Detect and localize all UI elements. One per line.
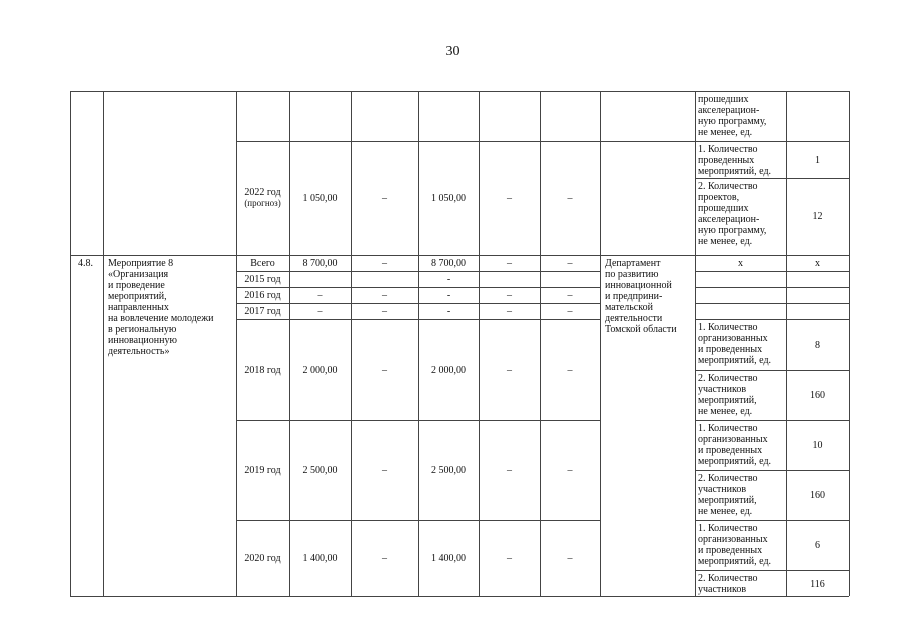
table-rule — [418, 91, 419, 596]
local-cell: – — [507, 258, 512, 269]
table-rule — [600, 91, 601, 596]
year-cell: Всего — [250, 258, 275, 269]
indicator-text: 1. Количество организованных и проведенных мероприятий, ед. — [698, 322, 772, 366]
indicator-value: 10 — [812, 440, 823, 451]
table-rule — [695, 570, 849, 571]
extrabudget-cell: – — [567, 290, 573, 301]
table-rule — [103, 91, 104, 596]
event-title: Мероприятие 8 «Организация и проведение мероприятий, направленных на вовлечение молодежи в региональную инновационную деятельность» — [108, 258, 214, 357]
table-rule — [695, 178, 849, 179]
federal-cell: – — [382, 258, 387, 269]
table-rule — [70, 255, 849, 256]
table-rule — [479, 91, 480, 596]
local-cell: – — [507, 306, 512, 317]
table-rule — [695, 91, 696, 596]
year-cell: 2018 год — [244, 365, 281, 376]
regional-cell: - — [446, 306, 451, 317]
local-cell: – — [507, 290, 512, 301]
total-cell: – — [317, 306, 323, 317]
extrabudget-cell: – — [567, 365, 573, 376]
extrabudget-cell: – — [567, 193, 573, 204]
table-rule — [695, 420, 849, 421]
local-cell: – — [507, 553, 512, 564]
indicator-text: 2. Количество проектов, прошедших акселерацион- ную программу, не менее, ед. — [698, 181, 767, 247]
table-rule — [695, 271, 849, 272]
indicator-value: 160 — [810, 390, 825, 401]
indicator-text: х — [738, 258, 743, 269]
federal-cell: – — [382, 553, 387, 564]
extrabudget-cell: – — [567, 306, 573, 317]
total-cell: 1 400,00 — [302, 553, 338, 564]
extrabudget-cell: – — [567, 465, 573, 476]
year-cell: 2022 год (прогноз) — [244, 187, 281, 208]
indicator-text: 1. Количество организованных и проведенных мероприятий, ед. — [698, 423, 772, 467]
table-rule — [540, 91, 541, 596]
table-rule — [695, 470, 849, 471]
federal-cell: – — [382, 193, 387, 204]
indicator-text: 2. Количество участников — [698, 573, 758, 595]
year-cell: 2019 год — [244, 465, 281, 476]
indicator-text: 2. Количество участников мероприятий, не менее, ед. — [698, 373, 758, 417]
table-rule — [849, 91, 850, 596]
table-rule — [236, 141, 849, 142]
local-cell: – — [507, 465, 512, 476]
indicator-text: прошедших акселерацион- ную программу, не менее, ед. — [698, 94, 767, 138]
regional-cell: 2 000,00 — [431, 365, 466, 376]
local-cell: – — [507, 365, 512, 376]
event-number: 4.8. — [78, 258, 93, 269]
indicator-text: 1. Количество проведенных мероприятий, ед. — [698, 144, 772, 177]
table-rule — [695, 370, 849, 371]
table-rule — [70, 91, 849, 92]
total-cell: – — [317, 290, 323, 301]
total-cell: 2 000,00 — [302, 365, 338, 376]
table-rule — [351, 91, 352, 596]
year-cell: 2017 год — [244, 306, 281, 317]
local-cell: – — [507, 193, 512, 204]
regional-cell: 1 050,00 — [431, 193, 466, 204]
regional-cell: 8 700,00 — [431, 258, 466, 269]
indicator-value: 1 — [815, 155, 820, 166]
total-cell: 2 500,00 — [302, 465, 338, 476]
table-rule — [236, 91, 237, 596]
total-cell: 8 700,00 — [302, 258, 338, 269]
federal-cell: – — [382, 290, 387, 301]
table-rule — [70, 596, 849, 597]
federal-cell: – — [382, 465, 387, 476]
indicator-text: 1. Количество организованных и проведенных мероприятий, ед. — [698, 523, 772, 567]
extrabudget-cell: – — [567, 258, 573, 269]
table-rule — [289, 91, 290, 596]
table-rule — [695, 520, 849, 521]
regional-cell: - — [446, 274, 451, 285]
table-rule — [695, 287, 849, 288]
table-rule — [70, 91, 71, 596]
page-number: 30 — [445, 44, 460, 59]
indicator-value: 160 — [810, 490, 825, 501]
total-cell: 1 050,00 — [302, 193, 338, 204]
table-rule — [695, 303, 849, 304]
indicator-text: 2. Количество участников мероприятий, не менее, ед. — [698, 473, 758, 517]
extrabudget-cell: – — [567, 553, 573, 564]
regional-cell: 1 400,00 — [431, 553, 466, 564]
department-text: Департамент по развитию инновационной и предприни- мательской деятельности Томской области — [605, 258, 677, 335]
year-cell: 2015 год — [244, 274, 281, 285]
table-rule — [695, 319, 849, 320]
indicator-value: 6 — [815, 540, 820, 551]
federal-cell: – — [382, 365, 387, 376]
year-cell: 2016 год — [244, 290, 281, 301]
regional-cell: 2 500,00 — [431, 465, 466, 476]
indicator-value: х — [815, 258, 820, 269]
year-cell: 2020 год — [244, 553, 281, 564]
indicator-value: 116 — [810, 579, 825, 590]
indicator-value: 8 — [815, 340, 820, 351]
regional-cell: - — [446, 290, 451, 301]
federal-cell: – — [382, 306, 387, 317]
indicator-value: 12 — [812, 211, 823, 222]
